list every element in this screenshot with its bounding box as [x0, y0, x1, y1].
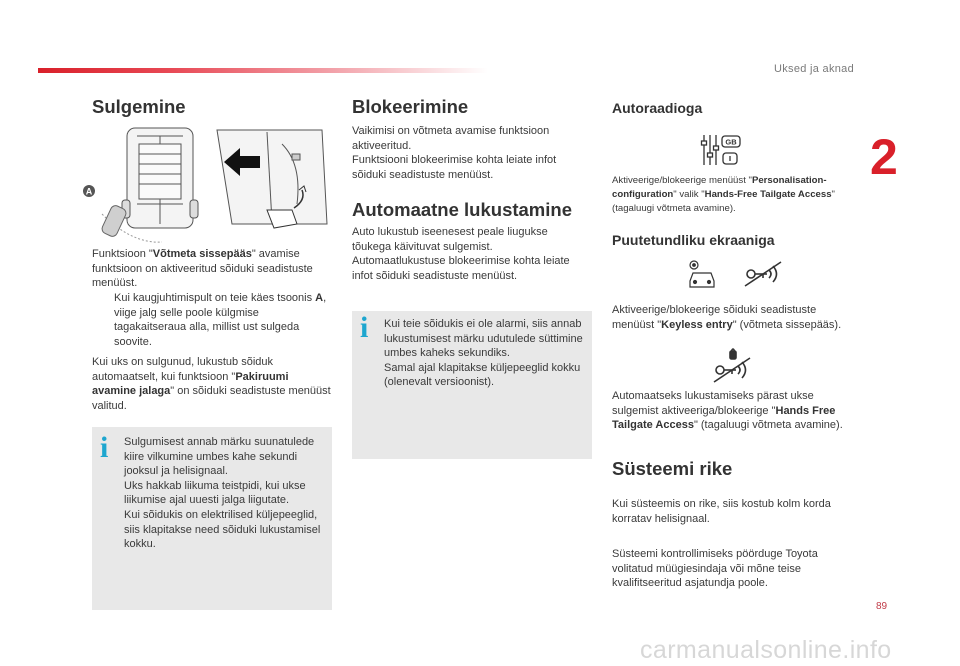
puutetundliku-title: Puutetundliku ekraaniga: [612, 232, 775, 248]
page-number: 89: [876, 601, 888, 612]
automaatne-title: Automaatne lukustamine: [352, 199, 572, 220]
info-icon: i: [360, 311, 369, 344]
key-fob-icon: [100, 204, 127, 238]
sulgemine-paragraph-1: Funktsioon "Võtmeta sissepääs" avamise funktsioon on aktiveeritud sõiduki seadistuste menüüst.: [92, 248, 313, 290]
bullet-marker: [92, 291, 114, 349]
sulgemine-info-text: Sulgumisest annab märku suunatulede kiire vilkumine umbes kahe sekundi jooksul ja helisignaal. Uks hakkab liikuma teistpidi, kui ukse liikumise ajal uuesti jalga liigutate. Kui sõidukis on elektrilised küljepeeglid, siis klapitakse need sõiduki lukustamisel kokku.: [124, 436, 321, 551]
car-settings-icon: [685, 257, 719, 291]
puutetundliku-text-2: Automaatseks lukustamiseks pärast ukse sulgemist aktiveeriga/blokeerige "Hands Free Tailgate Access" (tagaluugi võtmeta avamine).: [612, 390, 843, 432]
puutetundliku-text-1: Aktiveerige/blokeerige sõiduki seadistuste menüüst "Keyless entry" (võtmeta sissepääs).: [612, 304, 842, 331]
susteemi-rike-title: Süsteemi rike: [612, 458, 733, 479]
sulgemine-info-box: [92, 427, 332, 610]
susteemi-rike-text-1: Kui süsteemis on rike, siis kostub kolm korda korratav helisignaal.: [612, 498, 831, 525]
sulgemine-paragraph-2: Kui uks on sulgunud, lukustub sõiduk automaatselt, kui funktsioon "Pakiruumi avamine jalaga" on sõiduki seadistuste menüüst valitud.: [92, 356, 331, 412]
automaatne-info-text: Kui teie sõidukis ei ole alarmi, siis annab lukustumisest märku udutulede süttimine umbes kaheks sekundiks. Samal ajal klapitakse küljepeeglid kokku (olenevalt versioonist).: [384, 318, 583, 389]
van-top-view: [122, 128, 198, 228]
zone-a-label: A: [85, 186, 93, 197]
susteemi-rike-text-2: Süsteemi kontrollimiseks pöörduge Toyota volitatud müügiesindaja või mõne teise kvalifitseeritud asjatundja poole.: [612, 548, 818, 590]
automaatne-text: Auto lukustub iseenesest peale liugukse tõukega käivituvat sulgemist. Automaatlukustuse blokeerimise kohta leiate infot sõiduki seadistuste menüüst.: [352, 226, 570, 282]
blokeerimine-text: Vaikimisi on võtmeta avamise funktsioon aktiveeritud. Funktsiooni blokeerimise kohta leiate infot sõiduki seadistuste menüüst.: [352, 125, 557, 181]
watermark: carmanualsonline.info: [640, 636, 892, 664]
header-accent-bar: [38, 68, 488, 73]
auto-lock-icon: [712, 348, 752, 384]
van-tailgate-illustration: [85, 124, 332, 244]
sulgemine-bullet: Kui kaugjuhtimispult on teie käes tsoonis A, viige jalg selle poole külgmise tagakaitseraua alla, millist ust sulgeda soovite.: [92, 291, 332, 349]
sulgemine-title: Sulgemine: [92, 96, 186, 117]
radio-settings-icon: [700, 133, 744, 167]
keyless-lock-icon: [743, 260, 783, 288]
autoraadioga-title: Autoraadioga: [612, 100, 703, 116]
gb-label: GB: [725, 137, 737, 147]
blokeerimine-title: Blokeerimine: [352, 96, 469, 117]
info-icon: i: [100, 431, 109, 464]
automaatne-info-box: [352, 311, 592, 459]
chapter-number: 2: [870, 129, 898, 185]
section-title: Uksed ja aknad: [773, 63, 854, 75]
autoraadioga-text: Aktiveerige/blokeerige menüüst "Personalisation-configuration" valik "Hands-Free Tailgate Access" (tagaluugi võtmeta avamine).: [612, 175, 835, 214]
